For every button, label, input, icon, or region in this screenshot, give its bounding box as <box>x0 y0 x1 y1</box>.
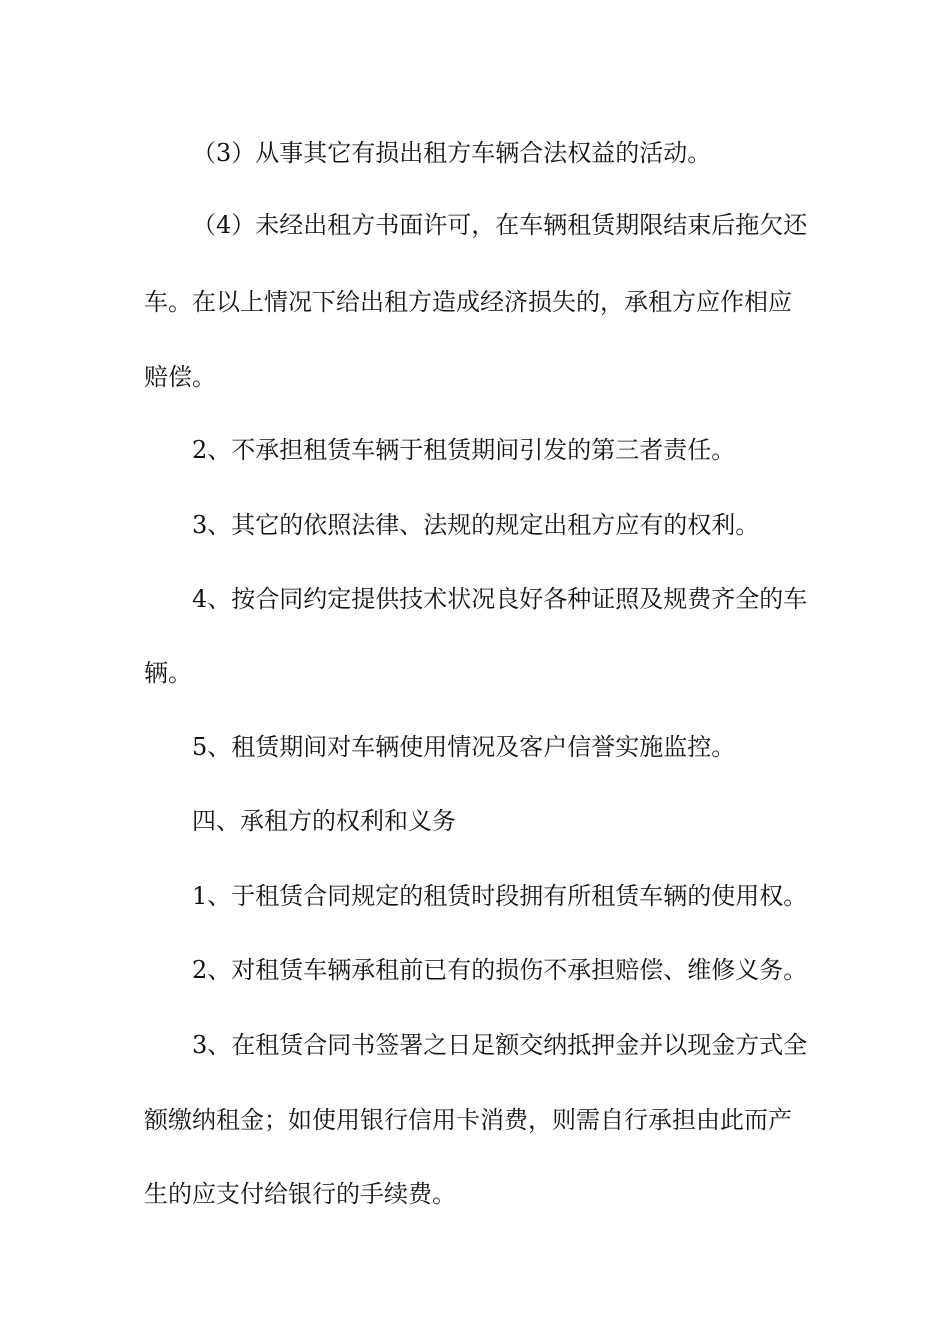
paragraph-line: 1、于租赁合同规定的租赁时段拥有所租赁车辆的使用权。 <box>192 882 808 910</box>
paragraph-line: 3、其它的依照法律、法规的规定出租方应有的权利。 <box>192 511 760 539</box>
paragraph-line: 5、租赁期间对车辆使用情况及客户信誉实施监控。 <box>192 733 736 761</box>
paragraph-line: 辆。 <box>144 659 192 687</box>
paragraph-line: （3）从事其它有损出租方车辆合法权益的活动。 <box>192 139 712 167</box>
paragraph-line: 生的应支付给银行的手续费。 <box>144 1180 456 1208</box>
section-heading: 四、承租方的权利和义务 <box>192 807 456 835</box>
paragraph-line: 4、按合同约定提供技术状况良好各种证照及规费齐全的车 <box>192 585 808 613</box>
paragraph-line: 2、不承担租赁车辆于租赁期间引发的第三者责任。 <box>192 436 736 464</box>
paragraph-line: 3、在租赁合同书签署之日足额交纳抵押金并以现金方式全 <box>192 1031 808 1059</box>
paragraph-line: 2、对租赁车辆承租前已有的损伤不承担赔偿、维修义务。 <box>192 956 808 984</box>
paragraph-line: （4）未经出租方书面许可，在车辆租赁期限结束后拖欠还 <box>192 211 808 239</box>
paragraph-line: 赔偿。 <box>144 363 216 391</box>
paragraph-line: 车。在以上情况下给出租方造成经济损失的，承租方应作相应 <box>144 288 792 316</box>
paragraph-line: 额缴纳租金；如使用银行信用卡消费，则需自行承担由此而产 <box>144 1106 792 1134</box>
